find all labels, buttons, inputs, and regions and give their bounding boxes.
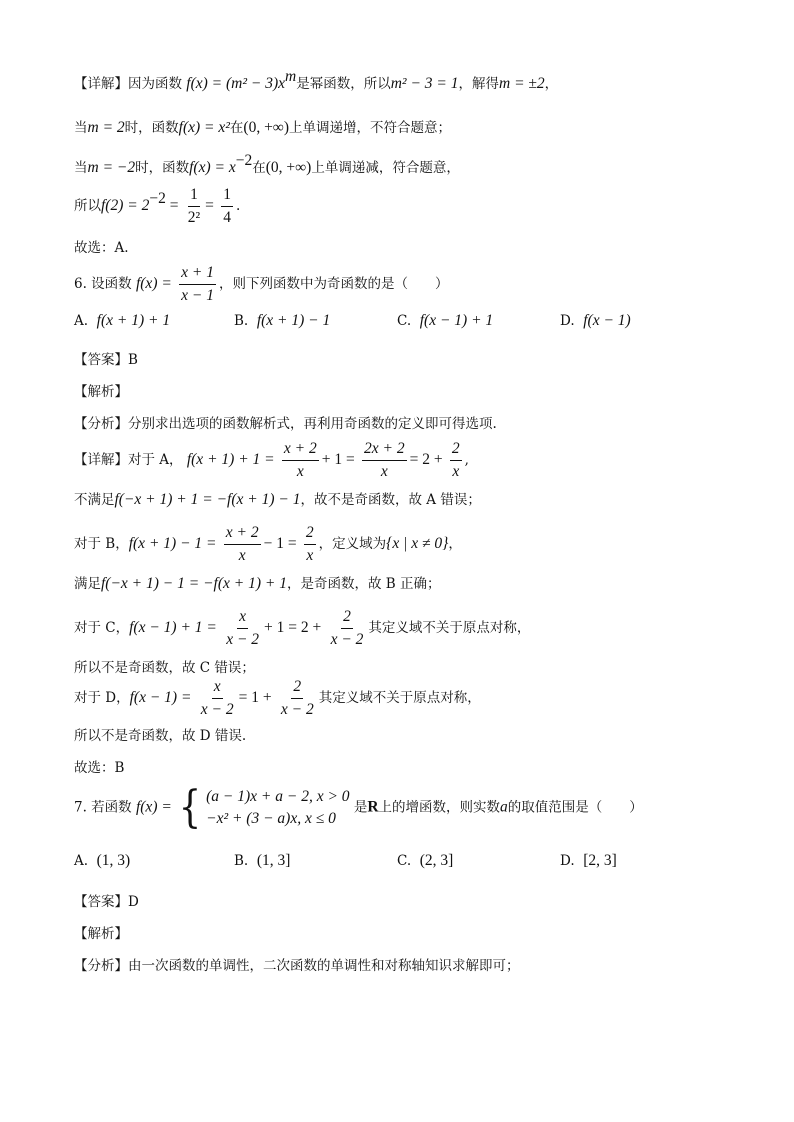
q7-option-a: [74, 852, 130, 870]
fraction: [450, 440, 462, 481]
option-label: A.: [74, 313, 89, 329]
detail-line-2: [74, 116, 451, 137]
text: 在: [252, 160, 266, 176]
fraction: [282, 440, 319, 481]
math-expression: =: [165, 197, 179, 214]
denominator: x: [380, 463, 388, 480]
math-expression: m = −2: [87, 159, 136, 176]
detail-line-1: [74, 68, 559, 93]
answer-choice-line: 故选：A.: [74, 240, 129, 256]
option-label: B.: [234, 853, 249, 869]
option-label: C.: [397, 313, 412, 329]
q6-detail-b: [74, 524, 462, 565]
numerator: 2: [450, 440, 462, 461]
text: ,: [464, 452, 469, 468]
text: 上单调递减，符合题意，: [311, 160, 460, 176]
denominator: x − 2: [200, 701, 234, 718]
option-text: f(x + 1) − 1: [256, 312, 331, 329]
text: 其定义域不关于原点对称，: [318, 690, 481, 706]
q6-analysis: 【分析】分别求出选项的函数解析式，再利用奇函数的定义即可得选项.: [74, 416, 497, 432]
denominator: x − 2: [330, 631, 364, 648]
math-expression: m² − 3 = 1: [390, 75, 459, 92]
q7-option-b: [234, 852, 290, 870]
fraction: [199, 678, 236, 719]
text: ，解得: [458, 76, 499, 92]
denominator: 2²: [187, 209, 201, 226]
text: ，定义域为: [318, 536, 387, 552]
denominator: 4: [223, 209, 231, 226]
numerator: x: [237, 608, 248, 629]
q7-option-c: [397, 852, 453, 870]
text: 上单调递增，不符合题意；: [289, 120, 452, 136]
text: 是: [353, 799, 368, 816]
numerator: x + 2: [282, 440, 319, 461]
q7-analysis-heading: 【解析】: [74, 926, 128, 942]
piecewise-function: [176, 782, 350, 833]
denominator: x − 2: [280, 701, 314, 718]
math-expression: f(x) = x²: [178, 119, 230, 136]
denominator: x − 1: [181, 287, 214, 304]
question-number: 6. 设函数: [74, 276, 132, 292]
text: 对于 D，: [74, 690, 130, 706]
option-label: D.: [560, 853, 575, 869]
option-text: [2, 3]: [583, 852, 617, 869]
math-expression: f(x − 1) + 1 =: [129, 619, 217, 636]
question-number: 7. 若函数: [74, 799, 132, 816]
text: 因为函数: [128, 76, 182, 92]
text: ，: [544, 76, 559, 92]
text: 是幂函数，所以: [296, 76, 391, 92]
numerator: x + 1: [179, 264, 216, 285]
math-expression: f(x) = x: [189, 159, 236, 176]
fraction: [179, 264, 216, 305]
text: 其定义域不关于原点对称，: [368, 620, 531, 636]
text: 在: [229, 120, 244, 136]
text: ，是奇函数，故 B 正确；: [287, 576, 441, 592]
q6-detail-a: [74, 440, 469, 481]
text: 满足: [74, 576, 101, 592]
denominator: x: [306, 547, 314, 564]
math-expression: f(x) = (m² − 3)x: [186, 75, 286, 92]
question-text: 的取值范围是（ ）: [507, 799, 643, 816]
math-expression: f(2) = 2: [101, 197, 150, 214]
math-expression: (0, +∞): [243, 119, 290, 136]
q6-option-c: [397, 312, 493, 330]
math-expression: + 1 = 2 +: [264, 619, 322, 636]
text: 时，函数: [135, 160, 190, 176]
numerator: 2x + 2: [362, 440, 407, 461]
detail-tag: 【详解】: [74, 452, 128, 468]
math-variable: a: [500, 798, 508, 816]
text: 所以: [74, 198, 101, 214]
option-text: f(x − 1): [583, 312, 631, 329]
math-expression: f(x − 1) =: [129, 689, 192, 706]
numerator: x: [212, 678, 223, 699]
superscript: m: [285, 68, 297, 85]
text: 对于 C，: [74, 620, 130, 636]
fraction: [304, 524, 316, 565]
superscript: −2: [149, 190, 166, 207]
fraction: [362, 440, 407, 481]
math-expression: m = ±2: [499, 75, 545, 92]
q6-detail-c: [74, 608, 530, 649]
piece-1: (a − 1)x + a − 2, x > 0: [206, 788, 350, 805]
option-label: D.: [560, 313, 575, 329]
question-7: [74, 782, 643, 833]
q6-analysis-heading: 【解析】: [74, 384, 128, 400]
text: 时，函数: [124, 120, 179, 136]
numerator: 1: [221, 186, 233, 207]
math-symbol: R: [367, 798, 379, 816]
math-expression: f(x + 1) + 1 =: [186, 451, 275, 468]
math-expression: f(−x + 1) + 1 = −f(x + 1) − 1: [114, 491, 301, 508]
q6-option-b: [234, 312, 330, 330]
q6-detail-b-conclusion: [74, 572, 441, 593]
superscript: −2: [235, 152, 253, 169]
math-expression: =: [205, 197, 214, 214]
denominator: x: [452, 463, 460, 480]
text: 对于 B，: [74, 536, 129, 552]
text: 上的增函数，则实数: [378, 799, 501, 816]
denominator: x: [296, 463, 304, 480]
option-text: f(x − 1) + 1: [419, 312, 494, 329]
q6-answer: 【答案】B: [74, 352, 138, 368]
text: 当: [74, 160, 88, 176]
text: ，: [448, 536, 462, 552]
q6-option-d: [560, 312, 631, 330]
q7-analysis: 【分析】由一次函数的单调性，二次函数的单调性和对称轴知识求解即可；: [74, 958, 520, 974]
math-expression: (0, +∞): [265, 159, 312, 176]
math-expression: + 1 =: [321, 451, 355, 468]
fraction: [329, 608, 366, 649]
numerator: 2: [304, 524, 316, 545]
question-6: [74, 264, 448, 305]
q6-detail-d-conclusion: 所以不是奇函数，故 D 错误.: [74, 728, 247, 744]
option-label: C.: [397, 853, 412, 869]
numerator: 1: [188, 186, 200, 207]
denominator: x: [238, 547, 246, 564]
option-text: (2, 3]: [419, 852, 454, 869]
fraction: [224, 524, 261, 565]
text: .: [235, 198, 241, 214]
denominator: x − 2: [226, 631, 260, 648]
option-label: B.: [234, 313, 249, 329]
numerator: 2: [341, 608, 353, 629]
fraction: [224, 608, 261, 649]
text: 当: [74, 120, 88, 136]
math-expression: {x | x ≠ 0}: [386, 535, 449, 552]
math-expression: m = 2: [87, 119, 125, 136]
numerator: x + 2: [224, 524, 261, 545]
option-text: (1, 3): [96, 852, 131, 869]
text: 不满足: [74, 492, 115, 508]
q6-detail-c-conclusion: 所以不是奇函数，故 C 错误；: [74, 660, 255, 676]
fraction: [221, 186, 233, 227]
math-expression: = 1 +: [238, 689, 272, 706]
option-text: (1, 3]: [256, 852, 291, 869]
q6-detail-d: [74, 678, 481, 719]
q6-option-a: [74, 312, 170, 330]
text: 对于 A，: [128, 452, 183, 468]
text: ，故不是奇函数，故 A 错误；: [300, 492, 481, 508]
detail-line-4: [74, 186, 240, 227]
detail-tag: 【详解】: [74, 76, 128, 92]
math-expression: f(x) =: [135, 275, 172, 292]
fraction: [186, 186, 202, 227]
q6-detail-a-conclusion: [74, 488, 481, 509]
fraction: [279, 678, 316, 719]
numerator: 2: [291, 678, 303, 699]
math-expression: f(x + 1) − 1 =: [128, 535, 217, 552]
math-expression: − 1 =: [263, 535, 297, 552]
q7-option-d: [560, 852, 617, 870]
math-expression: f(−x + 1) − 1 = −f(x + 1) + 1: [101, 575, 287, 592]
option-text: f(x + 1) + 1: [96, 312, 171, 329]
math-expression: = 2 +: [409, 451, 443, 468]
q6-final-answer: 故选：B: [74, 760, 125, 776]
detail-line-3: [74, 152, 460, 177]
q7-answer: 【答案】D: [74, 894, 139, 910]
piece-2: −x² + (3 − a)x, x ≤ 0: [206, 810, 336, 827]
math-expression: f(x) =: [135, 798, 172, 816]
brace-icon: {: [178, 782, 202, 833]
question-text: ，则下列函数中为奇函数的是（ ）: [218, 276, 449, 292]
option-label: A.: [74, 853, 89, 869]
